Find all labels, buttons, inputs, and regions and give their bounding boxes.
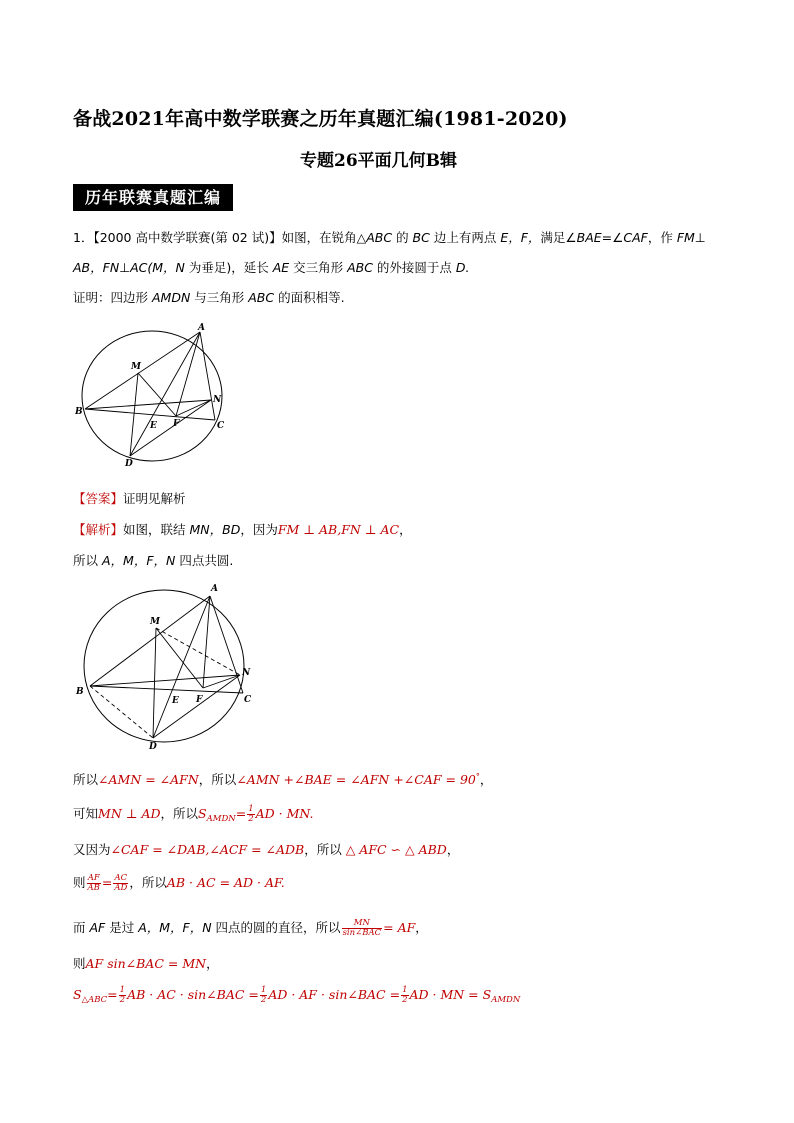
fraction-one-half: $\frac{1}{2}$ <box>248 804 254 824</box>
analysis-tag: 【解析】 <box>73 522 124 537</box>
label-A: A <box>198 323 205 333</box>
problem-source: 【2000 高中数学联赛(第 02 试)】 <box>93 230 282 245</box>
analysis-line-1: 【解析】如图，联结 MN，BD，因为FM ⊥ AB,FN ⊥ AC， <box>73 522 412 537</box>
dashed-segment-MN <box>156 628 240 675</box>
answer-text: 证明见解析 <box>123 491 186 506</box>
segment-BN <box>85 400 211 409</box>
segment-AB <box>85 332 200 409</box>
segment-AC <box>200 332 215 420</box>
segment-AC <box>210 596 243 693</box>
fraction-af-ab: $\frac{AF}{AB}$ <box>87 873 100 893</box>
label-A: A <box>211 584 218 594</box>
analysis-line-4: 可知MN ⊥ AD，所以$S_{AMDN}=$ $\frac{1}{2}$ AD · MN. <box>73 804 314 824</box>
label-B: B <box>75 407 83 417</box>
analysis-line-5: 又因为∠CAF = ∠DAB,∠ACF = ∠ADB，所以 △ AFC ∽ △ ABD， <box>73 842 460 857</box>
label-N: N <box>213 395 222 405</box>
label-D: D <box>125 459 133 469</box>
label-E: E <box>150 421 157 431</box>
geometry-figure-1 <box>70 318 240 470</box>
problem-number: 1． <box>73 230 94 245</box>
label-M: M <box>131 362 141 372</box>
analysis-line-9: $S_{\triangle ABC}=$ $\frac{1}{2}$ AB · AC · sin∠BAC = $\frac{1}{2}$ AD · AF · sin∠BAC = $\frac{1}{2}$ AD · MN = $S_{AMDN}$ <box>73 985 521 1005</box>
circumcircle <box>82 331 222 461</box>
segment-AF <box>176 332 200 416</box>
label-C: C <box>244 695 252 705</box>
segment-BN <box>90 675 240 686</box>
answer-tag: 【答案】 <box>73 491 124 506</box>
analysis-line-7: 而 AF 是过 A，M，F，N 四点的圆的直径，所以 $\frac{MN}{\text{sin∠BAC}}$ = AF， <box>73 918 428 938</box>
document-subtitle: 专题26平面几何B辑 <box>300 151 458 171</box>
segment-AD <box>130 332 200 456</box>
label-N: N <box>242 668 251 678</box>
segment-FM <box>138 373 176 416</box>
label-E: E <box>172 696 179 706</box>
fraction-half-2: $\frac{1}{2}$ <box>260 985 267 1005</box>
label-D: D <box>149 742 157 752</box>
problem-line-2: AB，FN⊥AC(M，N 为垂足)，延长 AE 交三角形 ABC 的外接圆于点 D. <box>73 260 470 275</box>
document-title: 备战2021年高中数学联赛之历年真题汇编(1981-2020) <box>73 108 568 130</box>
fraction-mn-sin: $\frac{MN}{\text{sin∠BAC}}$ <box>342 918 382 938</box>
analysis-line-2: 所以 A，M，F，N 四点共圆. <box>73 553 234 568</box>
problem-claim: 证明：四边形 AMDN 与三角形 ABC 的面积相等. <box>73 290 345 305</box>
segment-DN <box>130 400 211 456</box>
problem-line-1: 1．【2000 高中数学联赛(第 02 试)】如图，在锐角△ABC 的 BC 边上有两点 E，F，满足∠BAE=∠CAF，作 FM⊥ <box>73 230 706 245</box>
answer-line <box>73 489 186 507</box>
analysis-line-8: 则AF sin∠BAC = MN， <box>73 956 219 971</box>
label-M: M <box>150 617 160 627</box>
analysis-line-6: 则 $\frac{AF}{AB}$ = $\frac{AC}{AD}$ ，所以AB · AC = AD · AF. <box>73 873 285 893</box>
circumcircle <box>84 590 244 742</box>
label-C: C <box>217 421 225 431</box>
geometry-figure-2 <box>70 578 260 756</box>
fraction-half-3: $\frac{1}{2}$ <box>402 985 408 1005</box>
section-banner: 历年联赛真题汇编 <box>73 184 233 211</box>
label-F: F <box>196 695 203 705</box>
segment-MD <box>153 628 156 738</box>
analysis-line-3: 所以∠AMN = ∠AFN，所以∠AMN +∠BAE = ∠AFN +∠CAF = 90°， <box>73 772 493 787</box>
fraction-half-1: $\frac{1}{2}$ <box>119 985 126 1005</box>
label-B: B <box>76 687 84 697</box>
label-F: F <box>173 419 180 429</box>
fraction-ac-ad: $\frac{AC}{AD}$ <box>114 873 128 893</box>
